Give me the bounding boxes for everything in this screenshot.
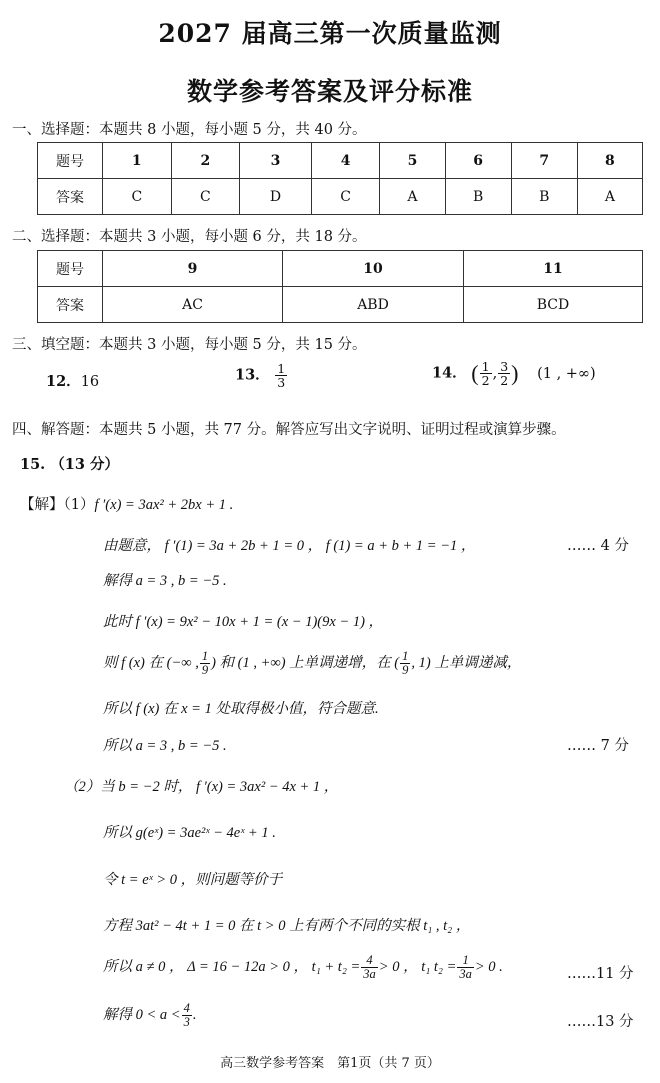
table-cell: 8 (577, 143, 642, 179)
table-cell: B (511, 179, 577, 215)
solution-tag: 【解】（1） (20, 497, 95, 513)
table-cell: C (171, 179, 240, 215)
table-cell: 3 (240, 143, 312, 179)
section1-answer-table (37, 142, 643, 215)
q13-label: 13． (235, 366, 270, 384)
text-fragment: ) 和 (1 , +∞) 上单调递增，在 ( (211, 654, 400, 671)
table-row (38, 251, 643, 287)
table-cell: C (103, 179, 172, 215)
q13-fraction (275, 362, 287, 389)
table-row (38, 143, 643, 179)
numerator: 4 (361, 954, 378, 968)
score-marker: ……11 分 (567, 966, 634, 982)
table-cell: 6 (445, 143, 511, 179)
row-label-question: 题号 (38, 143, 103, 179)
solution-line: 所以 a = 3 , b = −5 . (103, 738, 227, 754)
section3-heading: 三、填空题：本题共 3 小题，每小题 5 分，共 15 分。 (12, 337, 367, 353)
denominator: 3 (183, 1015, 190, 1029)
solution-part1-start (20, 493, 233, 514)
q13-answer (235, 362, 288, 389)
page-footer: 高三数学参考答案 第1页（共 7 页） (220, 1056, 440, 1071)
table-cell: B (445, 179, 511, 215)
numerator: 1 (201, 649, 209, 663)
solution-line (103, 650, 521, 677)
solution-line: （2）当 b = −2 时， f ′(x) = 3ax² − 4x + 1 ， (64, 779, 339, 795)
q12-value: 16 (80, 374, 100, 390)
q14-label: 14． (432, 364, 467, 382)
solution-line (103, 954, 503, 981)
q12-label: 12． (46, 373, 81, 390)
table-cell: 11 (464, 251, 643, 287)
solution-line: 令 t = eˣ > 0 ，则问题等价于 (103, 872, 283, 888)
numerator: 1 (402, 649, 409, 663)
problem-15-label: 15. （13 分） (20, 456, 120, 473)
fraction (182, 1002, 192, 1029)
q12-answer (46, 370, 99, 391)
table-cell: 1 (103, 143, 172, 179)
denominator: 3a (459, 967, 472, 981)
table-cell: C (311, 179, 380, 215)
text-fragment: > 0 . (474, 958, 503, 975)
row-label-answer: 答案 (38, 179, 103, 215)
table-row (38, 179, 643, 215)
solution-line: 方程 3at² − 4t + 1 = 0 在 t > 0 上有两个不同的实根 t₁ , t₂ ， (103, 918, 471, 934)
text-fragment: 则 f (x) 在 (−∞ , (103, 654, 199, 671)
text-fragment: 所以 a ≠ 0 ， Δ = 16 − 12a > 0 ， t₁ + t₂ = (103, 958, 361, 975)
score-marker: …… 7 分 (567, 738, 629, 754)
denominator: 9 (201, 663, 209, 677)
numerator: 1 (457, 954, 474, 968)
q13-numerator: 1 (277, 361, 286, 376)
fraction (200, 650, 210, 677)
q14-frac-b-num: 3 (500, 359, 509, 374)
score-marker: …… 4 分 (567, 538, 629, 554)
fraction (400, 650, 410, 677)
fraction (361, 954, 378, 981)
table-cell: ABD (283, 287, 464, 323)
solution-line (103, 1002, 196, 1029)
text-fragment: 解得 0 < a < (103, 1006, 181, 1023)
solution-line: 所以 g(eˣ) = 3ae²ˣ − 4eˣ + 1 . (103, 825, 276, 841)
denominator: 3a (363, 967, 376, 981)
math-expression: f ′(x) = 3ax² + 2bx + 1 . (94, 497, 234, 513)
table-cell: D (240, 179, 312, 215)
text-fragment: , 1) 上单调递减， (411, 654, 522, 671)
solution-line: 所以 f (x) 在 x = 1 处取得极小值，符合题意. (103, 701, 379, 717)
section2-answer-table (37, 250, 643, 323)
title-line-1: 2027 届高三第一次质量监测 (158, 19, 502, 48)
row-label-question: 题号 (38, 251, 103, 287)
table-cell: 4 (311, 143, 380, 179)
text-fragment: . (192, 1006, 197, 1023)
table-cell: A (577, 179, 642, 215)
table-cell: 10 (283, 251, 464, 287)
q14-second-answer: (1 , +∞) (537, 365, 596, 382)
q14-frac-a (480, 360, 492, 387)
section1-heading: 一、选择题：本题共 8 小题，每小题 5 分，共 40 分。 (12, 122, 367, 138)
row-label-answer: 答案 (38, 287, 103, 323)
q14-frac-b (498, 360, 510, 387)
text-fragment: > 0 ， t₁ t₂ = (378, 958, 457, 975)
table-cell: 2 (171, 143, 240, 179)
fraction (457, 954, 474, 981)
score-marker: ……13 分 (567, 1014, 634, 1030)
solution-line: 由题意， f ′(1) = 3a + 2b + 1 = 0 ， f (1) = a + b + 1 = −1 ， (103, 538, 476, 554)
table-cell: 9 (103, 251, 283, 287)
table-cell: BCD (464, 287, 643, 323)
numerator: 4 (183, 1001, 190, 1015)
table-row (38, 287, 643, 323)
table-cell: A (380, 179, 445, 215)
q13-denominator: 3 (277, 375, 286, 390)
table-cell: 7 (511, 143, 577, 179)
q14-answer: 14． ( $\frac{1}{2}$ , $\frac{3}{2}$ ) (1 , +∞) (432, 359, 596, 388)
solution-line: 此时 f ′(x) = 9x² − 10x + 1 = (x − 1)(9x − 1) ， (103, 614, 384, 630)
section2-heading: 二、选择题：本题共 3 小题，每小题 6 分，共 18 分。 (12, 229, 367, 245)
section4-heading: 四、解答题：本题共 5 小题，共 77 分。解答应写出文字说明、证明过程或演算步骤。 (12, 422, 566, 438)
q14-frac-a-num: 1 (481, 359, 490, 374)
table-cell: AC (103, 287, 283, 323)
solution-line: 解得 a = 3 , b = −5 . (103, 573, 227, 589)
q14-frac-a-den: 2 (481, 373, 490, 388)
q14-frac-b-den: 2 (500, 373, 509, 388)
title-line-2: 数学参考答案及评分标准 (186, 77, 473, 106)
table-cell: 5 (380, 143, 445, 179)
denominator: 9 (402, 663, 409, 677)
